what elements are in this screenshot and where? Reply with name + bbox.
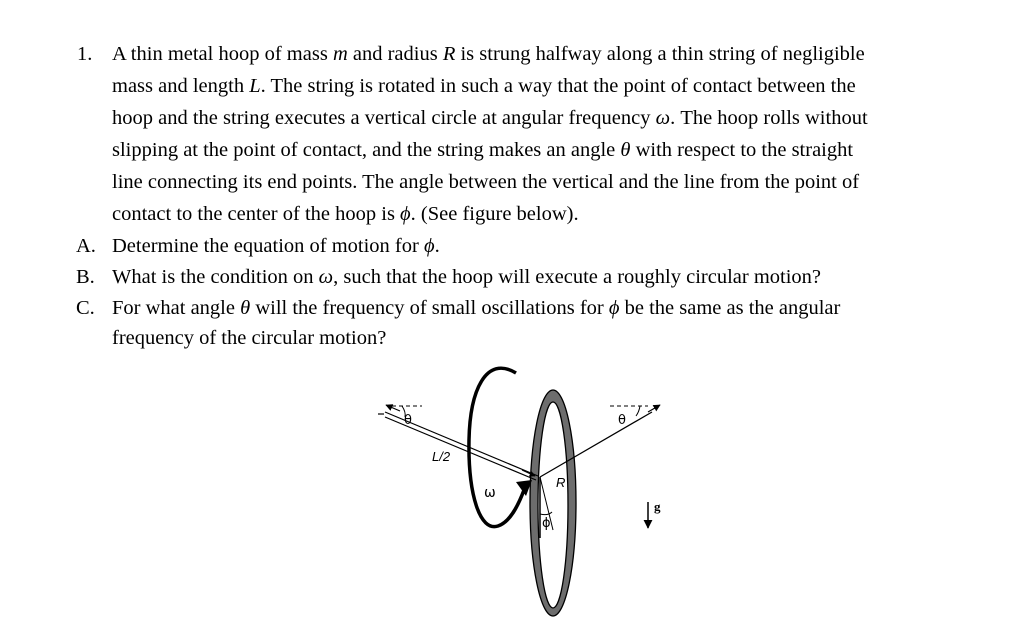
- part-label: A.: [76, 235, 96, 257]
- part-b-line-1: What is the condition on ω, such that the hoop will execute a roughly circular motion?: [112, 266, 822, 288]
- part-c-line-2: frequency of the circular motion?: [112, 327, 387, 349]
- part-label: B.: [76, 266, 95, 288]
- part-c-line-1: For what angle θ will the frequency of small oscillations for ϕ be the same as the angular: [112, 297, 841, 319]
- rotation-loop: [469, 368, 532, 526]
- intro-line-5: line connecting its end points. The angle between the vertical and the line from the point of: [112, 171, 860, 193]
- string-left: [378, 412, 538, 480]
- theta-right-reference: [610, 406, 648, 416]
- theta-right-label: θ: [618, 413, 626, 428]
- radius-label: R: [556, 475, 566, 490]
- omega-label: ω: [484, 485, 496, 501]
- part-label: C.: [76, 297, 95, 319]
- hoop: [530, 390, 576, 616]
- part-a-line-1: Determine the equation of motion for ϕ.: [112, 235, 440, 257]
- intro-line-6: contact to the center of the hoop is ϕ. (See figure below).: [112, 203, 579, 225]
- intro-line-4: slipping at the point of contact, and the string makes an angle θ with respect to the straight: [112, 139, 854, 161]
- intro-line-3: hoop and the string executes a vertical circle at angular frequency ω. The hoop rolls without: [112, 107, 868, 129]
- g-label: g: [654, 499, 661, 514]
- theta-left-label: θ: [404, 413, 412, 428]
- problem-number: 1.: [77, 43, 93, 65]
- length-label: L/2: [432, 449, 451, 464]
- phi-label: ϕ: [542, 516, 551, 531]
- right-end-arrow: [648, 405, 660, 412]
- intro-line-1: A thin metal hoop of mass m and radius R is strung halfway along a thin string of negligible: [112, 43, 865, 65]
- intro-line-2: mass and length L. The string is rotated in such a way that the point of contact between the: [112, 75, 856, 97]
